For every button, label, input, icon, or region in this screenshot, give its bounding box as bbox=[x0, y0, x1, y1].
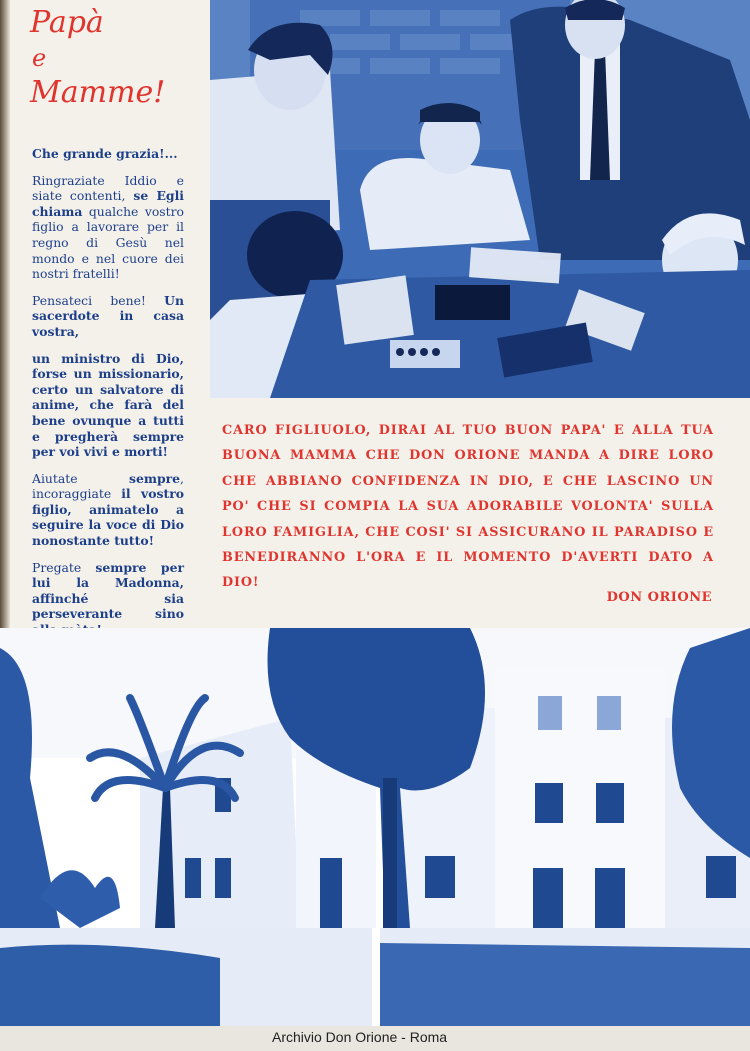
p5-text-d: il vostro figlio bbox=[32, 486, 184, 517]
p6-text-b: sempre per lui la Madonna bbox=[32, 559, 184, 591]
archive-footer bbox=[0, 1026, 750, 1051]
paragraph-5 bbox=[32, 471, 184, 549]
page-title bbox=[30, 2, 210, 114]
family-photo-illustration bbox=[210, 0, 750, 398]
family-photo bbox=[210, 0, 750, 398]
paragraph-3 bbox=[32, 293, 184, 340]
title-word-e: e bbox=[32, 44, 47, 72]
quote-signature: DON ORIONE bbox=[606, 590, 712, 605]
paragraph-6 bbox=[32, 560, 184, 638]
p3-text-a: Pensateci bene! bbox=[32, 292, 165, 308]
left-text-column bbox=[32, 146, 184, 649]
building-photo-illustration bbox=[0, 628, 750, 1026]
p2-text-a: Ringraziate Iddio e siate contenti, bbox=[32, 172, 184, 204]
title-word-papa: Papà bbox=[30, 5, 104, 40]
p4-text: un ministro di Dio, forse un missionario, certo un salvatore di anime, che farà del bene ovunque a tutti e pregherà sempre per voi vivi e morti! bbox=[32, 350, 184, 460]
paragraph-4 bbox=[32, 351, 184, 460]
p5-text-b: sempre bbox=[129, 470, 181, 486]
p6-text-c: , affinché sia perseverante sino bbox=[32, 575, 184, 622]
don-orione-quote: CARO FIGLIUOLO, DIRAI AL TUO BUON PAPA' E ALLA TUA BUONA MAMMA CHE DON ORIONE MANDA A DIRE LORO CHE ABBIANO CONFIDENZA IN DIO, E CHE LASCINO UN PO' CHE SI COMPIA LA SUA ADORABILE VOLONTA' SULLA LORO FAMIGLIA, CHE COSI' SI ASSICURANO IL PARADISO E BENEDIRANNO L'ORA E IL MOMENTO D'AVERTI DATO A DIO! bbox=[222, 423, 714, 591]
p2-text-b: se Egli chiama bbox=[32, 188, 185, 219]
paragraph-2 bbox=[32, 173, 184, 282]
p5-text-e: , animatelo a seguire la voce di Dio nonostante tutto! bbox=[32, 501, 184, 549]
p6-text-a: Pregate bbox=[32, 559, 96, 575]
title-word-mamme: Mamme! bbox=[30, 75, 166, 110]
paragraph-1 bbox=[32, 146, 184, 162]
building-photo bbox=[0, 628, 750, 1026]
p5-text-a: Aiutate bbox=[32, 470, 129, 486]
p2-text-c: qualche vostro figlio a lavorare per il regno di Gesù nel mondo e nel cuore dei nostri fratelli! bbox=[32, 203, 184, 282]
p5-text-c: , incoraggiate bbox=[32, 470, 184, 502]
archive-label: Archivio Don Orione - Roma bbox=[272, 1029, 448, 1045]
p3-text-b: Un sacerdote in casa vostra, bbox=[32, 292, 184, 339]
paragraph-1-text: Che grande grazia!... bbox=[32, 146, 178, 161]
